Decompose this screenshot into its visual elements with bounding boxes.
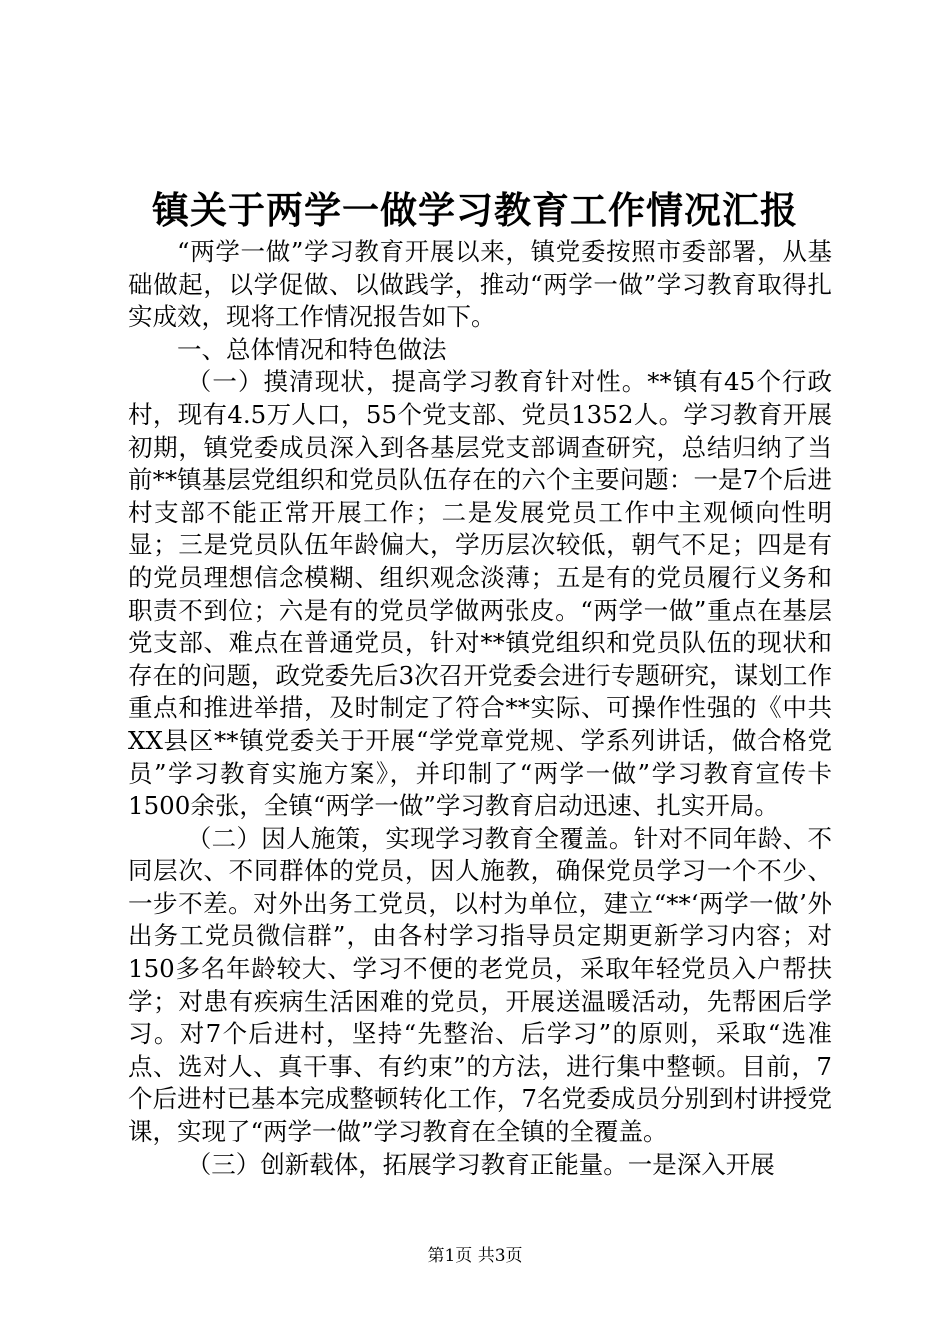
subsection-paragraph-3: （三）创新载体，拓展学习教育正能量。一是深入开展 bbox=[186, 1149, 775, 1179]
intro-paragraph: “两学一做”学习教育开展以来，镇党委按照市委部署，从基础做起，以学促做、以做践学，推动“两学一做”学习教育取得扎实成效，现将工作情况报告如下。 bbox=[128, 237, 832, 332]
page-footer: 第1页 共3页 bbox=[427, 1246, 523, 1266]
section-heading: 一、总体情况和特色做法 bbox=[177, 334, 447, 364]
document-title: 镇关于两学一做学习教育工作情况汇报 bbox=[152, 188, 798, 232]
document-body bbox=[128, 236, 832, 1181]
subsection-paragraph-1: （一）摸清现状，提高学习教育针对性。**镇有45个行政村，现有4.5万人口，55个党支部、党员1352人。学习教育开展初期，镇党委成员深入到各基层党支部调查研究，总结归纳了当前**镇基层党组织和党员队伍存在的六个主要问题：一是7个后进村支部不能正常开展工作；二是发展党员工作中主观倾向性明显；三是党员队伍年龄偏大，学历层次较低，朝气不足；四是有的党员理想信念模糊、组织观念淡薄；五是有的党员履行义务和职责不到位；六是有的党员学做两张皮。“两学一做”重点在基层党支部、难点在普通党员，针对**镇党组织和党员队伍的现状和存在的问题，政党委先后3次召开党委会进行专题研究，谋划工作重点和推进举措，及时制定了符合**实际、可操作性强的《中共XX县区**镇党委关于开展“学党章党规、学系列讲话，做合格党员”学习教育实施方案》，并印制了“两学一做”学习教育宣传卡1500余张，全镇“两学一做”学习教育启动迅速、扎实开局。 bbox=[128, 367, 832, 821]
subsection-paragraph-2: （二）因人施策，实现学习教育全覆盖。针对不同年龄、不同层次、不同群体的党员，因人施教，确保党员学习一个不少、一步不差。对外出务工党员，以村为单位，建立“**‘两学一做’外出务工党员微信群”，由各村学习指导员定期更新学习内容；对150多名年龄较大、学习不便的老党员，采取年轻党员入户帮扶学；对患有疾病生活困难的党员，开展送温暖活动，先帮困后学习。对7个后进村，坚持“先整治、后学习”的原则，采取“选准点、选对人、真干事、有约束”的方法，进行集中整顿。目前，7个后进村已基本完成整顿转化工作，7名党委成员分别到村讲授党课，实现了“两学一做”学习教育在全镇的全覆盖。 bbox=[128, 823, 832, 1147]
